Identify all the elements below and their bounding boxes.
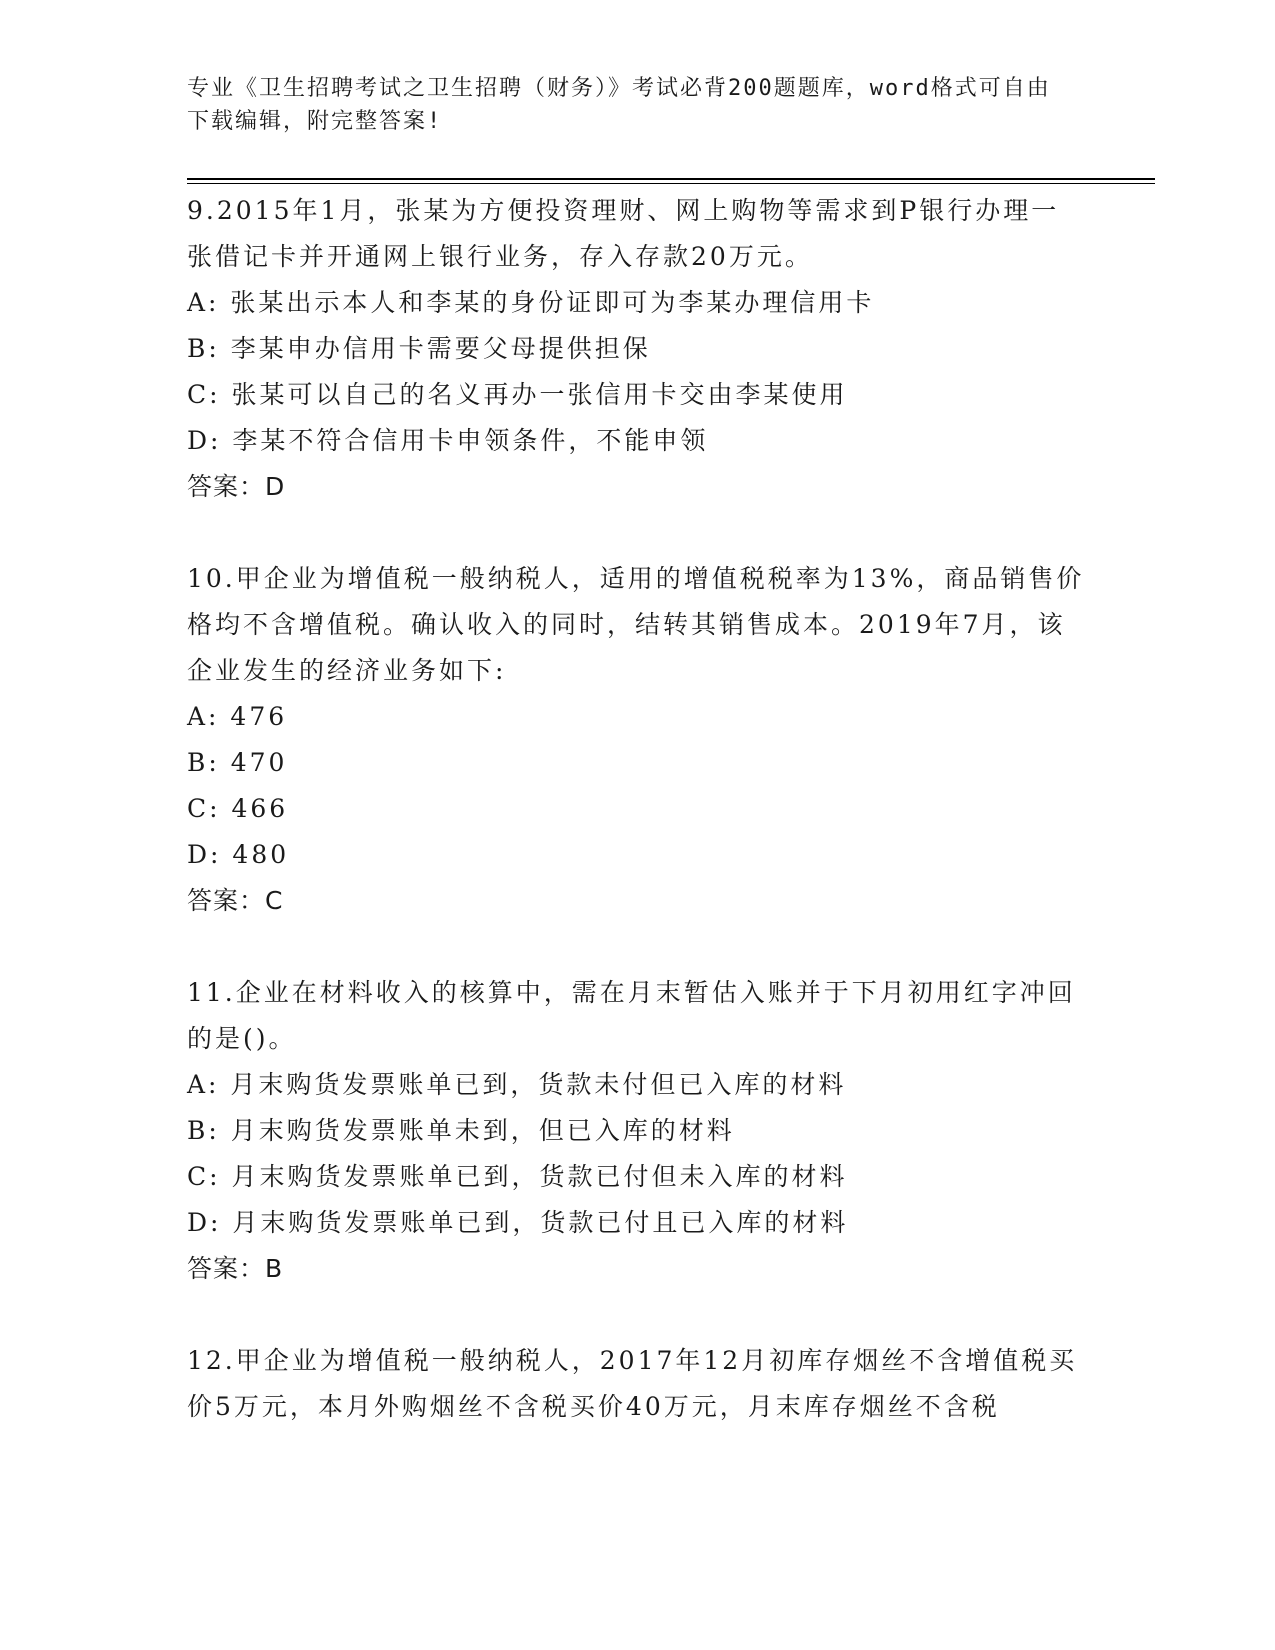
header-rule-thin — [187, 183, 1155, 184]
answer: 答案：D — [187, 472, 286, 501]
option-b: B: 李某申办信用卡需要父母提供担保 — [187, 334, 651, 363]
page-header: 专业《卫生招聘考试之卫生招聘（财务）》考试必背200题题库，word格式可自由下载编辑，附完整答案! — [187, 76, 1051, 134]
option-d: D: 月末购货发票账单已到，货款已付且已入库的材料 — [187, 1208, 849, 1237]
question-10 — [187, 556, 1087, 924]
answer: 答案：C — [187, 886, 284, 915]
question-list — [187, 188, 1087, 1476]
option-a: A: 张某出示本人和李某的身份证即可为李某办理信用卡 — [187, 288, 875, 317]
option-b: B: 月末购货发票账单未到，但已入库的材料 — [187, 1116, 735, 1145]
option-a: A: 月末购货发票账单已到，货款未付但已入库的材料 — [187, 1070, 847, 1099]
question-text: 10.甲企业为增值税一般纳税人，适用的增值税税率为13%，商品销售价格均不含增值税。确认收入的同时，结转其销售成本。2019年7月，该企业发生的经济业务如下: — [187, 564, 1085, 685]
option-d: D: 李某不符合信用卡申领条件，不能申领 — [187, 426, 709, 455]
option-a: A: 476 — [187, 702, 288, 731]
question-12 — [187, 1338, 1087, 1430]
option-b: B: 470 — [187, 748, 288, 777]
option-c: C: 466 — [187, 794, 289, 823]
question-text: 9.2015年1月，张某为方便投资理财、网上购物等需求到P银行办理一张借记卡并开通网上银行业务，存入存款20万元。 — [187, 196, 1060, 271]
answer: 答案：B — [187, 1254, 284, 1283]
header-rule-thick — [187, 178, 1155, 180]
question-11 — [187, 970, 1087, 1292]
option-c: C: 月末购货发票账单已到，货款已付但未入库的材料 — [187, 1162, 848, 1191]
question-text: 11.企业在材料收入的核算中，需在月末暂估入账并于下月初用红字冲回的是()。 — [187, 978, 1076, 1053]
option-c: C: 张某可以自己的名义再办一张信用卡交由李某使用 — [187, 380, 848, 409]
question-9 — [187, 188, 1087, 510]
question-text: 12.甲企业为增值税一般纳税人，2017年12月初库存烟丝不含增值税买价5万元，本月外购烟丝不含税买价40万元，月末库存烟丝不含税 — [187, 1346, 1078, 1421]
option-d: D: 480 — [187, 840, 290, 869]
